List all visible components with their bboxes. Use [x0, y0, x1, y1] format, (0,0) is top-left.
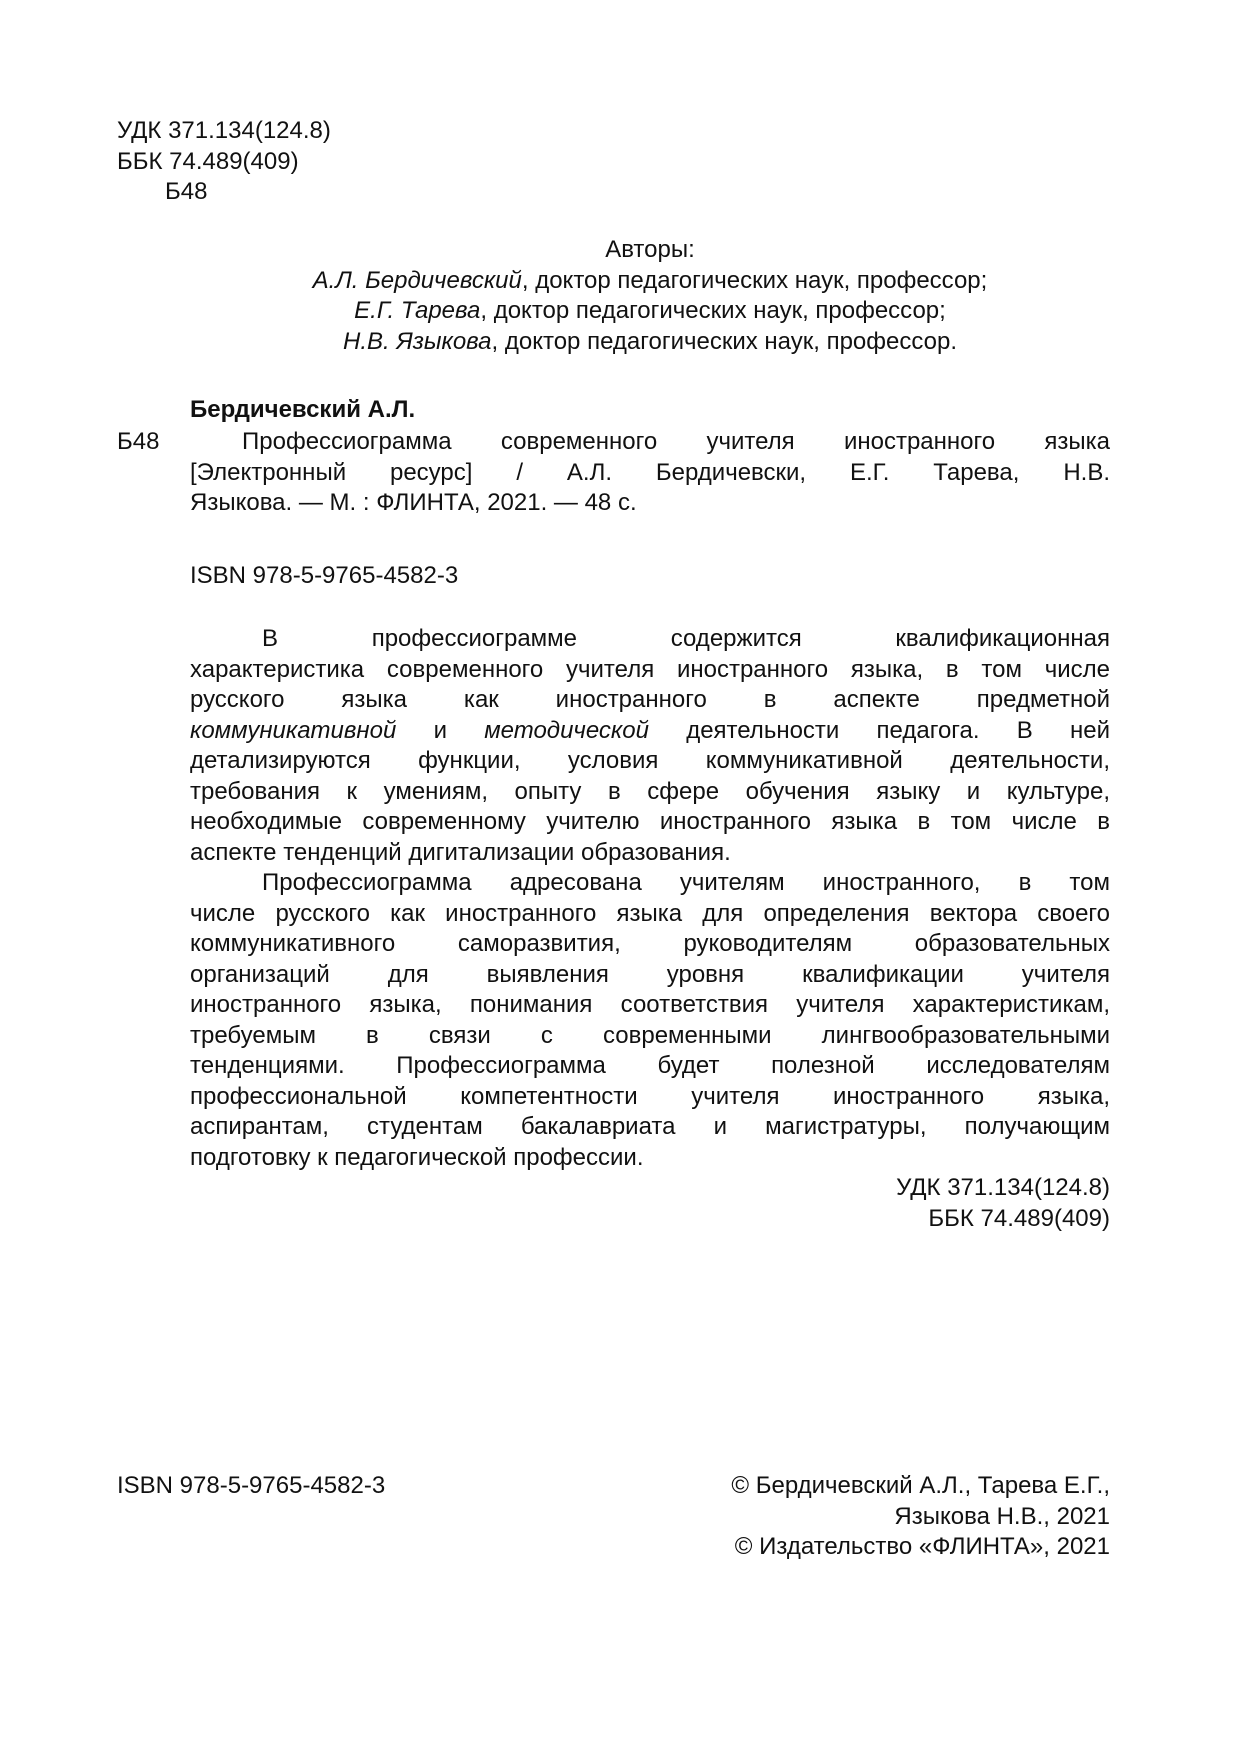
abstract-line [190, 716, 1110, 747]
abstract-line: тенденциями. Профессиограмма будет полезной исследователям [190, 1052, 1110, 1079]
copyright-line: © Издательство «ФЛИНТА», 2021 [734, 1533, 1110, 1560]
authors-block [190, 235, 1110, 357]
abstract-line: детализируются функции, условия коммуникативной деятельности, [190, 747, 1110, 774]
isbn: ISBN 978-5-9765-4582-3 [190, 562, 459, 589]
abstract-line: профессиональной компетентности учителя иностранного языка, [190, 1082, 1110, 1110]
abstract-line: коммуникативного саморазвития, руководителям образовательных [190, 930, 1110, 957]
bib-line: Профессиограмма современного учителя иностранного языка [242, 428, 1110, 455]
main-author: Бердичевский А.Л. [190, 396, 416, 423]
abstract-line: аспирантам, студентам бакалавриата и магистратуры, получающим [190, 1113, 1110, 1140]
copyright-line: Языкова Н.В., 2021 [894, 1502, 1110, 1530]
author-name: А.Л. Бердичевский [312, 266, 522, 294]
abstract-line: русского языка как иностранного в аспекте предметной [190, 686, 1110, 713]
abstract-line: требуемым в связи с современными лингвообразовательными [190, 1021, 1110, 1049]
bib-line: Языкова. — М. : ФЛИНТА, 2021. — 48 с. [190, 489, 637, 516]
udk-code: УДК 371.134(124.8) [896, 1174, 1110, 1201]
abstract-line: подготовку к педагогической профессии. [190, 1143, 644, 1171]
abstract-line: необходимые современному учителю иностранного языка в том числе в [190, 808, 1110, 835]
text: и [433, 716, 485, 744]
author-line [190, 327, 1110, 358]
bib-line: [Электронный ресурс] / А.Л. Бердичевски, Е.Г. Тарева, Н.В. [190, 458, 1110, 486]
author-line [190, 266, 1110, 297]
author-mark: Б48 [165, 178, 208, 205]
abstract-line: организаций для выявления уровня квалификации учителя [190, 960, 1110, 988]
italic-term: методической [484, 716, 649, 744]
udk-code: УДК 371.134(124.8) [117, 117, 331, 144]
italic-term: коммуникативной [190, 716, 397, 744]
author-name: Е.Г. Тарева [354, 297, 481, 324]
bbk-code: ББК 74.489(409) [928, 1204, 1110, 1232]
author-desc: , доктор педагогических наук, профессор; [521, 266, 988, 294]
abstract [190, 624, 1110, 1234]
copyright-block [600, 1471, 1110, 1563]
abstract-line: В профессиограмме содержится квалификационная [262, 625, 1110, 652]
classification-codes [117, 116, 331, 208]
author-desc: , доктор педагогических наук, профессор; [480, 297, 946, 324]
abstract-line: Профессиограмма адресована учителям иностранного, в том [262, 869, 1110, 896]
author-line [190, 296, 1110, 327]
abstract-line: аспекте тенденций дигитализации образования. [190, 838, 731, 866]
copyright-line: © Бердичевский А.Л., Тарева Е.Г., [731, 1472, 1110, 1499]
text: деятельности педагога. В ней [686, 716, 1110, 744]
bib-description [190, 427, 1110, 519]
author-desc: , доктор педагогических наук, профессор. [491, 327, 957, 355]
authors-heading: Авторы: [605, 236, 695, 263]
bib-mark: Б48 [117, 428, 160, 455]
footer-isbn: ISBN 978-5-9765-4582-3 [117, 1472, 386, 1499]
author-name: Н.В. Языкова [342, 327, 492, 355]
abstract-line: требования к умениям, опыту в сфере обучения языку и культуре, [190, 777, 1110, 805]
abstract-line: характеристика современного учителя иностранного языка, в том числе [190, 655, 1110, 683]
bbk-code: ББК 74.489(409) [117, 147, 299, 175]
abstract-line: числе русского как иностранного языка для определения вектора своего [190, 899, 1110, 927]
abstract-line: иностранного языка, понимания соответствия учителя характеристикам, [190, 991, 1110, 1018]
